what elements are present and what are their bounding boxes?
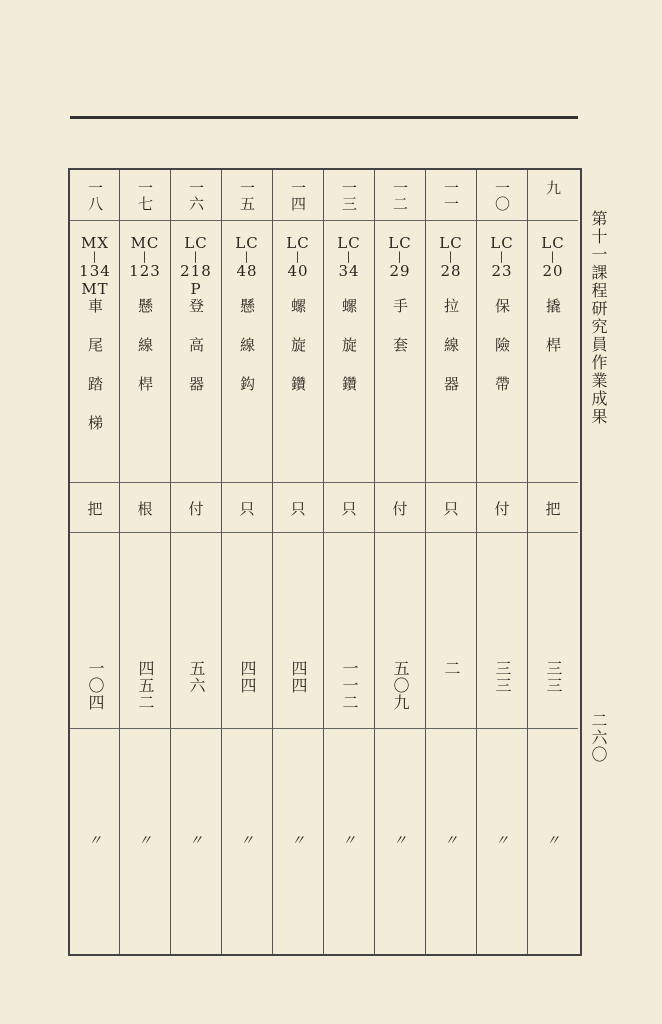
code-number: 123	[129, 262, 161, 280]
item-code	[477, 234, 527, 280]
item-name: 登高器	[187, 298, 205, 415]
code-separator: |	[92, 250, 98, 263]
ditto-mark: 〃	[546, 833, 560, 849]
item-unit: 付	[392, 500, 408, 518]
row-divider	[222, 220, 272, 221]
row-divider	[528, 482, 578, 483]
row-divider	[222, 532, 272, 533]
item-unit: 只	[290, 500, 306, 518]
item-quantity: 一〇四	[86, 660, 105, 711]
item-unit: 把	[87, 500, 103, 518]
table-column	[374, 170, 425, 954]
ditto-mark: 〃	[189, 833, 203, 849]
row-divider	[120, 220, 170, 221]
item-number: 一三	[340, 180, 358, 212]
row-divider	[222, 482, 272, 483]
code-prefix: LC	[286, 234, 310, 252]
row-divider	[70, 482, 120, 483]
table-column	[323, 170, 374, 954]
item-quantity: 五六	[187, 660, 206, 694]
item-code	[70, 234, 120, 298]
item-name: 螺旋鑽	[289, 298, 307, 415]
row-divider	[477, 482, 527, 483]
inventory-table	[68, 168, 582, 956]
item-code	[375, 234, 425, 280]
item-number: 一八	[86, 180, 104, 212]
code-separator: |	[499, 250, 505, 263]
ditto-mark: 〃	[240, 833, 254, 849]
row-divider	[324, 482, 374, 483]
item-quantity: 四四	[238, 660, 257, 694]
item-unit: 付	[494, 500, 510, 518]
row-divider	[324, 728, 374, 729]
item-unit: 付	[188, 500, 204, 518]
code-suffix: P	[190, 280, 202, 298]
row-divider	[426, 220, 476, 221]
item-quantity: 四四	[289, 660, 308, 694]
item-unit: 只	[341, 500, 357, 518]
code-number: 48	[236, 262, 258, 280]
item-number: 一五	[238, 180, 256, 212]
code-separator: |	[244, 250, 250, 263]
row-divider	[426, 482, 476, 483]
item-quantity: 三三	[493, 660, 512, 694]
code-number: 34	[338, 262, 360, 280]
item-unit: 根	[137, 500, 153, 518]
row-divider	[324, 532, 374, 533]
item-number: 一七	[136, 180, 154, 212]
top-rule	[70, 116, 578, 119]
code-prefix: LC	[388, 234, 412, 252]
item-code	[528, 234, 578, 280]
row-divider	[426, 532, 476, 533]
code-prefix: MX	[80, 234, 110, 252]
code-prefix: LC	[490, 234, 514, 252]
row-divider	[120, 482, 170, 483]
item-number: 一二	[391, 180, 409, 212]
code-number: 134	[79, 262, 111, 280]
item-unit: 把	[545, 500, 561, 518]
code-prefix: LC	[337, 234, 361, 252]
row-divider	[273, 728, 323, 729]
item-number: 一一	[442, 180, 460, 212]
item-name: 保險帶	[493, 298, 511, 415]
item-quantity: 三三	[544, 660, 563, 694]
row-divider	[120, 728, 170, 729]
row-divider	[375, 532, 425, 533]
row-divider	[70, 728, 120, 729]
row-divider	[528, 728, 578, 729]
row-divider	[273, 482, 323, 483]
code-number: 218	[180, 262, 212, 280]
code-separator: |	[346, 250, 352, 263]
code-number: 23	[491, 262, 513, 280]
item-number: 九	[544, 180, 562, 196]
row-divider	[273, 220, 323, 221]
row-divider	[171, 532, 221, 533]
row-divider	[273, 532, 323, 533]
table-column	[527, 170, 578, 954]
row-divider	[171, 482, 221, 483]
code-prefix: MC	[130, 234, 160, 252]
ditto-mark: 〃	[88, 833, 102, 849]
item-number: 一四	[289, 180, 307, 212]
row-divider	[477, 220, 527, 221]
ditto-mark: 〃	[495, 833, 509, 849]
code-separator: |	[142, 250, 148, 263]
item-name: 車尾踏梯	[86, 298, 104, 454]
row-divider	[222, 728, 272, 729]
table-column	[221, 170, 272, 954]
item-number: 一六	[187, 180, 205, 212]
code-prefix: LC	[439, 234, 463, 252]
code-prefix: LC	[541, 234, 565, 252]
table-column	[272, 170, 323, 954]
code-number: 28	[440, 262, 462, 280]
item-quantity: 五〇九	[391, 660, 410, 711]
ditto-mark: 〃	[342, 833, 356, 849]
row-divider	[375, 482, 425, 483]
table-column	[425, 170, 476, 954]
side-title: 第十一課程研究員作業成果	[589, 210, 608, 426]
item-unit: 只	[239, 500, 255, 518]
row-divider	[477, 532, 527, 533]
row-divider	[528, 220, 578, 221]
ditto-mark: 〃	[444, 833, 458, 849]
item-quantity: 四五二	[136, 660, 155, 711]
table-column	[476, 170, 527, 954]
item-unit: 只	[443, 500, 459, 518]
item-name: 懸線桿	[136, 298, 154, 415]
item-name: 撬桿	[544, 298, 562, 376]
row-divider	[375, 220, 425, 221]
item-name: 手套	[391, 298, 409, 376]
item-name: 懸線鈎	[238, 298, 256, 415]
item-name: 螺旋鑽	[340, 298, 358, 415]
ditto-mark: 〃	[393, 833, 407, 849]
item-code	[273, 234, 323, 280]
code-prefix: LC	[235, 234, 259, 252]
item-quantity: 二	[442, 660, 461, 677]
code-number: 40	[287, 262, 309, 280]
row-divider	[70, 532, 120, 533]
row-divider	[324, 220, 374, 221]
item-code	[120, 234, 170, 280]
item-code	[324, 234, 374, 280]
row-divider	[171, 220, 221, 221]
row-divider	[120, 532, 170, 533]
item-name: 拉線器	[442, 298, 460, 415]
ditto-mark: 〃	[138, 833, 152, 849]
ditto-mark: 〃	[291, 833, 305, 849]
row-divider	[528, 532, 578, 533]
row-divider	[477, 728, 527, 729]
row-divider	[375, 728, 425, 729]
item-code	[426, 234, 476, 280]
row-divider	[70, 220, 120, 221]
row-divider	[171, 728, 221, 729]
item-code	[222, 234, 272, 280]
item-quantity: 一一二	[340, 660, 359, 711]
row-divider	[426, 728, 476, 729]
table-column	[119, 170, 170, 954]
code-separator: |	[193, 250, 199, 263]
code-suffix: MT	[81, 280, 109, 298]
table-column	[68, 170, 120, 954]
code-separator: |	[550, 250, 556, 263]
code-separator: |	[448, 250, 454, 263]
code-prefix: LC	[184, 234, 208, 252]
code-number: 20	[542, 262, 564, 280]
page-number: 二六〇	[589, 712, 608, 763]
code-number: 29	[389, 262, 411, 280]
item-number: 一〇	[493, 180, 511, 212]
item-code	[171, 234, 221, 298]
code-separator: |	[397, 250, 403, 263]
table-column	[170, 170, 221, 954]
code-separator: |	[295, 250, 301, 263]
